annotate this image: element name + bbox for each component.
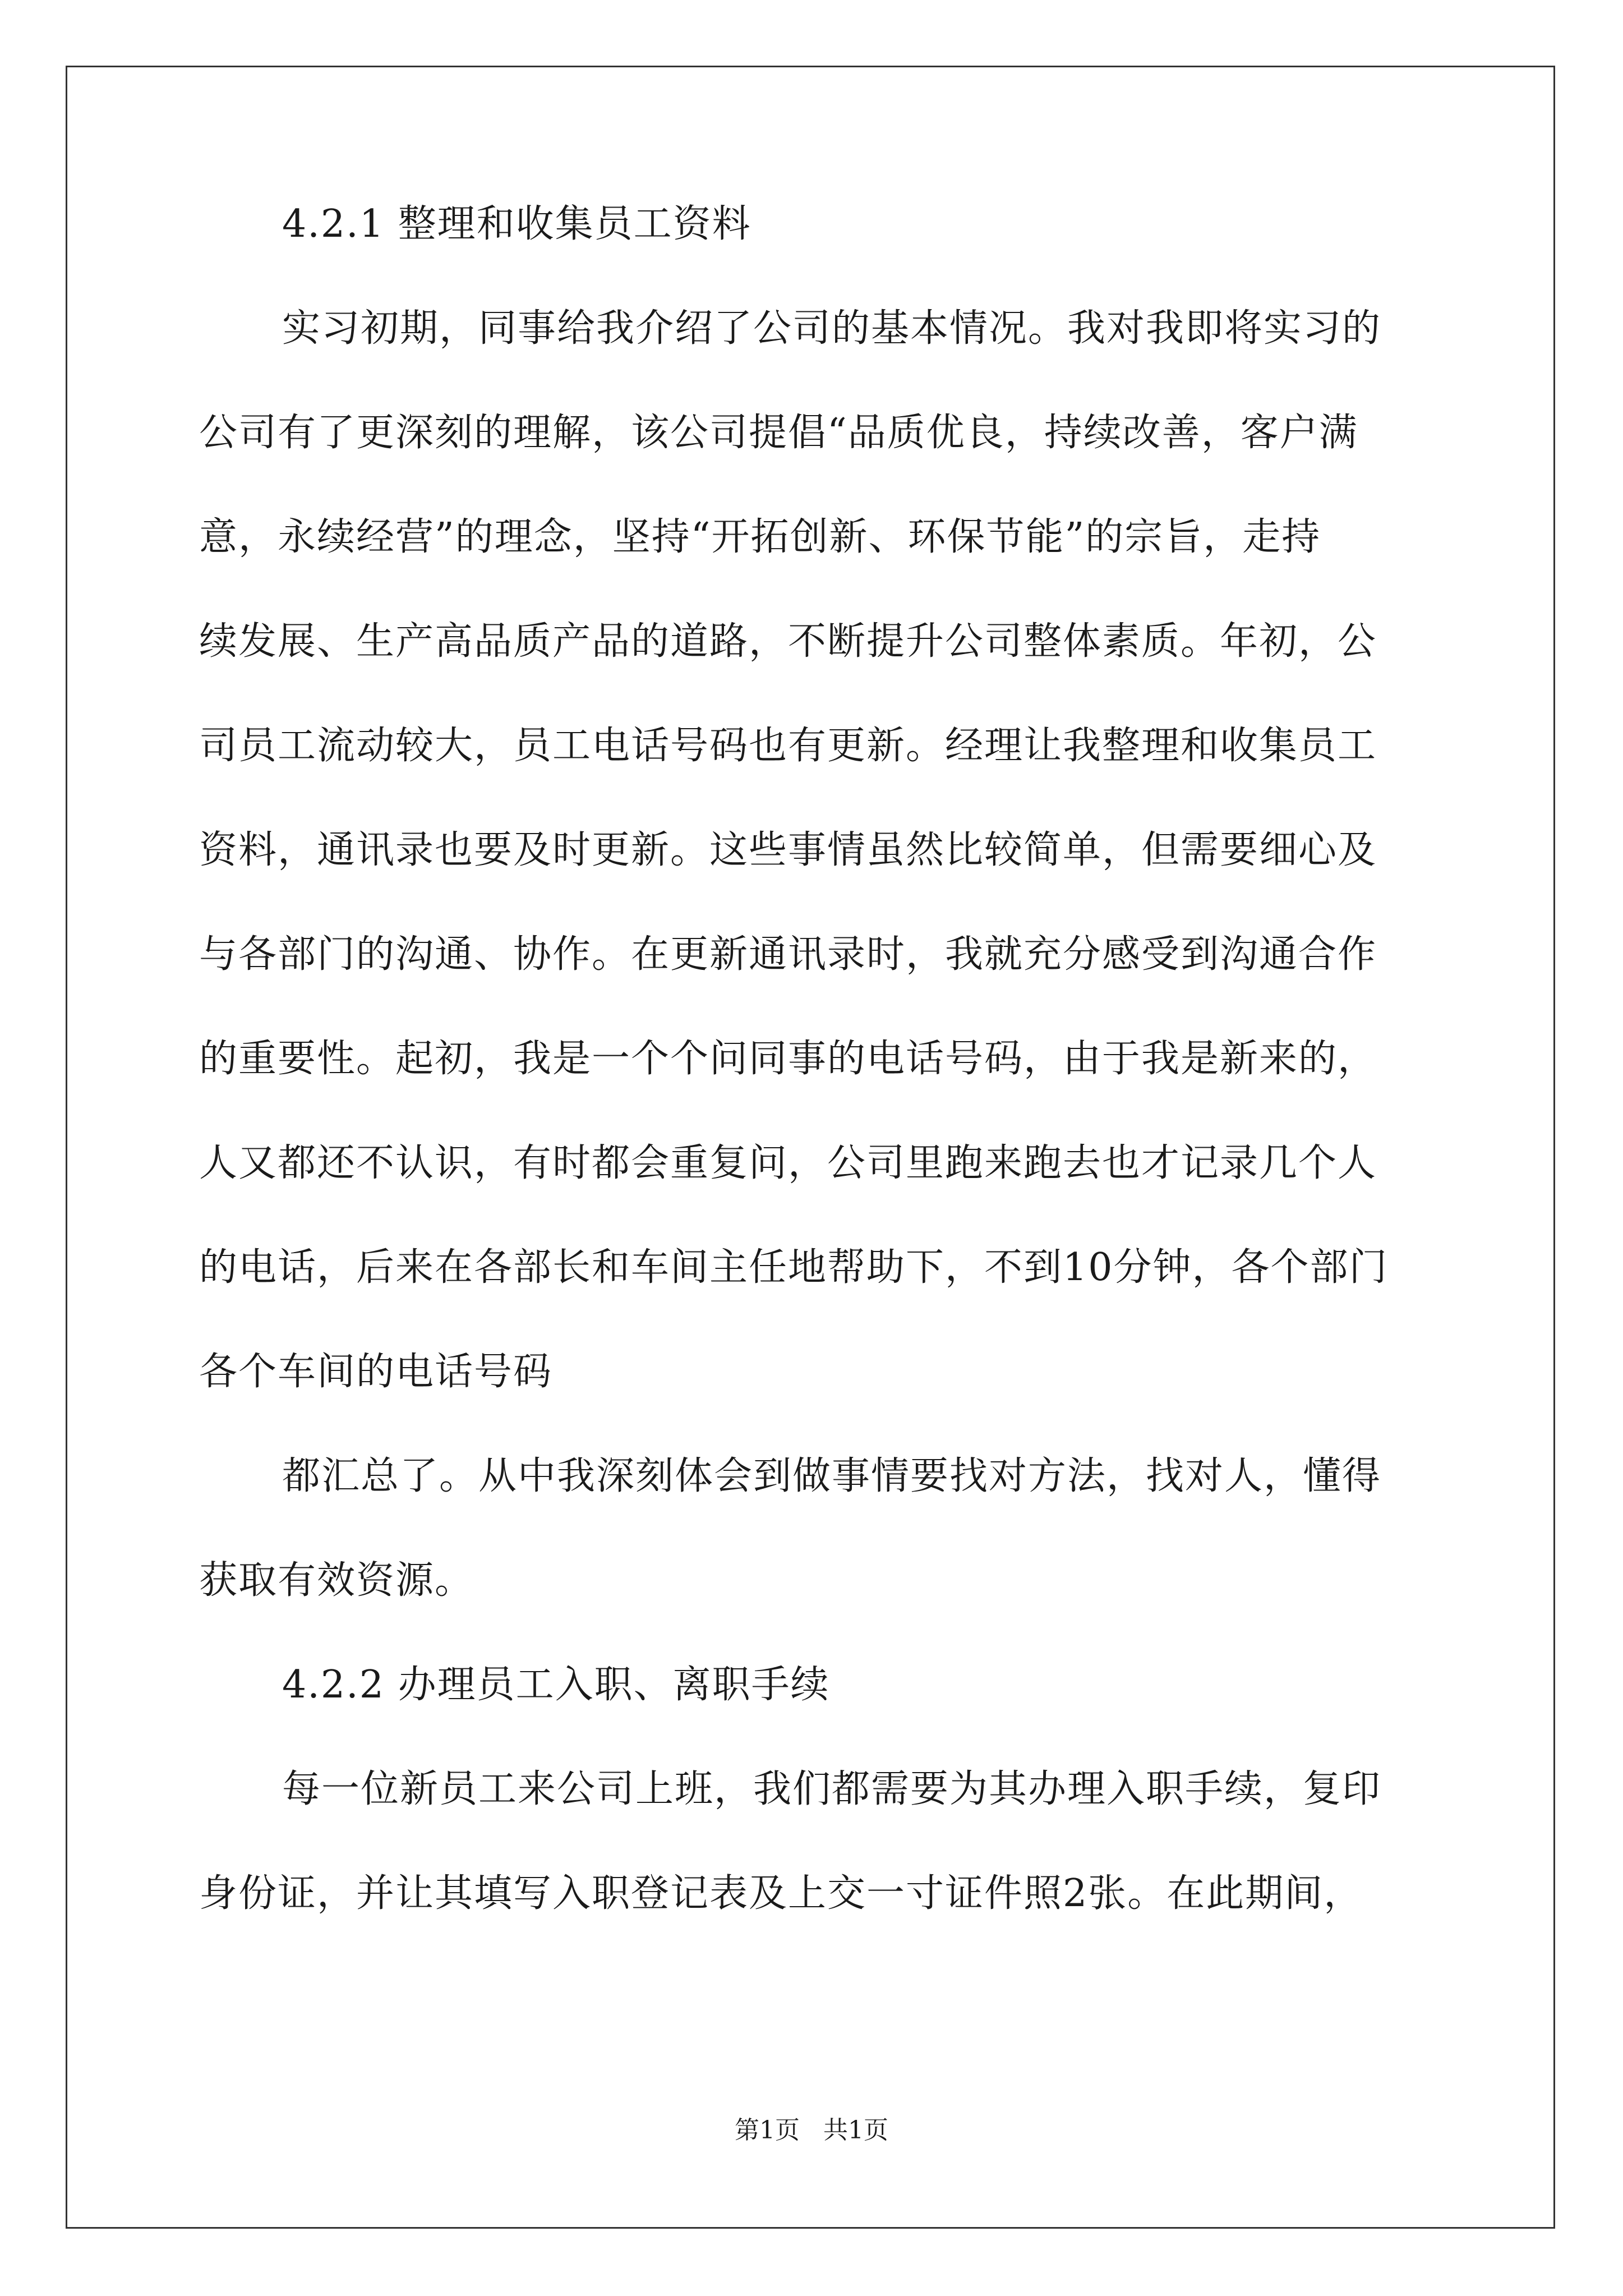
page-number-current: 第1页 — [735, 2116, 800, 2145]
paragraph-line: 人又都还不认识，有时都会重复问，公司里跑来跑去也才记录几个人 — [199, 1141, 1377, 1185]
section-heading-4-2-1: 4.2.1 整理和收集员工资料 — [282, 202, 751, 246]
section-heading-4-2-2: 4.2.2 办理员工入职、离职手续 — [282, 1663, 830, 1707]
page-number-total: 共1页 — [823, 2116, 888, 2145]
page-footer — [0, 2115, 1623, 2146]
paragraph-line: 身份证，并让其填写入职登记表及上交一寸证件照2张。在此期间， — [199, 1871, 1363, 1916]
paragraph-line: 公司有了更深刻的理解，该公司提倡“品质优良，持续改善，客户满 — [199, 411, 1358, 455]
paragraph-line: 各个车间的电话号码 — [199, 1350, 553, 1394]
paragraph-line: 司员工流动较大，员工电话号码也有更新。经理让我整理和收集员工 — [199, 724, 1377, 768]
paragraph-line: 与各部门的沟通、协作。在更新通讯录时，我就充分感受到沟通合作 — [199, 932, 1377, 977]
paragraph-line: 续发展、生产高品质产品的道路，不断提升公司整体素质。年初，公 — [199, 619, 1377, 664]
paragraph-line: 资料，通讯录也要及时更新。这些事情虽然比较简单，但需要细心及 — [199, 828, 1377, 872]
paragraph-line: 都汇总了。从中我深刻体会到做事情要找对方法，找对人，懂得 — [282, 1454, 1382, 1498]
paragraph-line: 的电话，后来在各部长和车间主任地帮助下，不到10分钟，各个部门 — [199, 1245, 1389, 1290]
paragraph-line: 的重要性。起初，我是一个个问同事的电话号码，由于我是新来的， — [199, 1037, 1377, 1081]
paragraph-line: 每一位新员工来公司上班，我们都需要为其办理入职手续，复印 — [282, 1767, 1382, 1811]
paragraph-line: 意，永续经营”的理念，坚持“开拓创新、环保节能”的宗旨，走持 — [199, 515, 1321, 559]
paragraph-line: 实习初期，同事给我介绍了公司的基本情况。我对我即将实习的 — [282, 306, 1382, 351]
paragraph-line: 获取有效资源。 — [199, 1558, 474, 1603]
